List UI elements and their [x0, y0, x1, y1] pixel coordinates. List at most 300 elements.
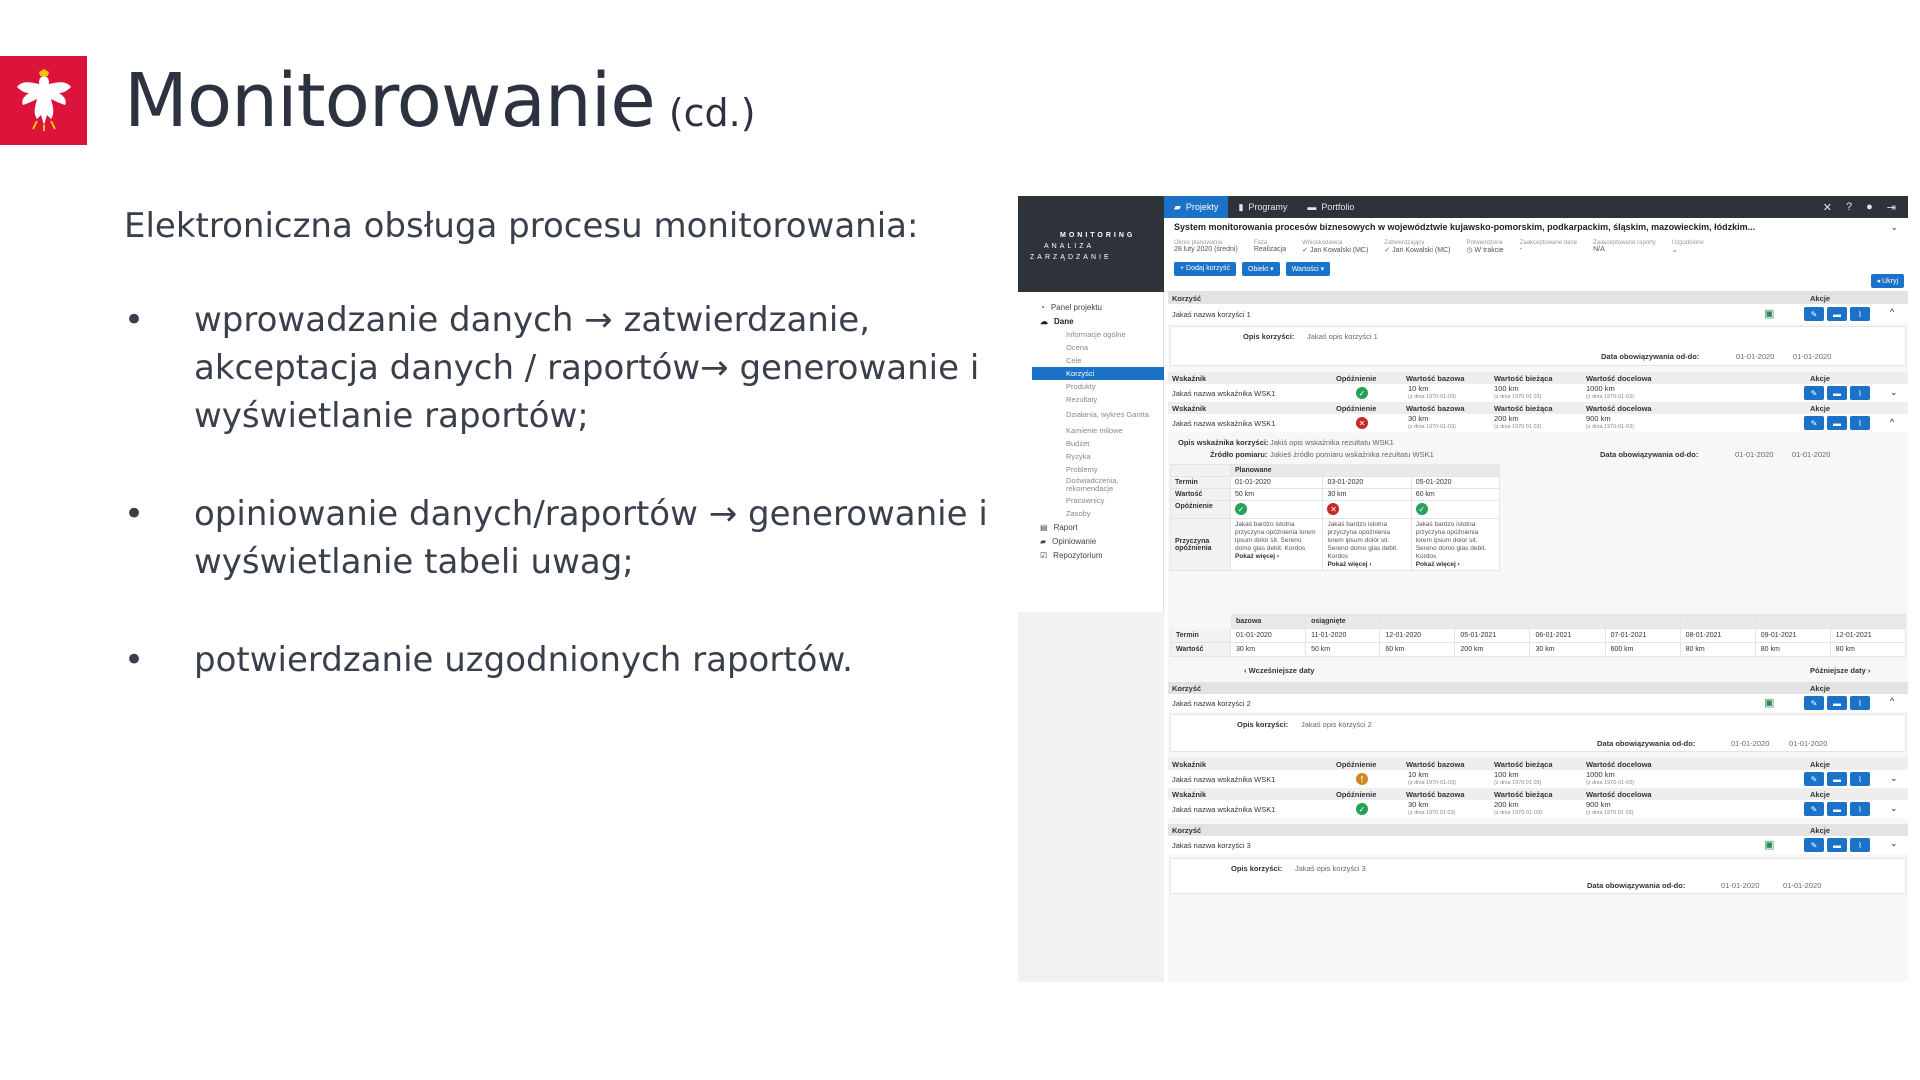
row-label-value: Wartość [1171, 489, 1231, 501]
indicator-target [1586, 771, 1634, 787]
chevron-down-icon[interactable]: ⌄ [1671, 247, 1678, 254]
bullet-item [124, 296, 994, 440]
column-header-current: Wartość bieżąca [1494, 373, 1553, 383]
status-ok-icon: ✓ [1235, 503, 1247, 515]
table-cell: 12-01-2021 [1830, 629, 1905, 643]
value-date: (z dnia 1970 01 03) [1494, 394, 1542, 400]
meta-value [1384, 246, 1450, 254]
column-header-opoznienie: Opóźnienie [1336, 759, 1377, 769]
header-buttons [1174, 262, 1900, 276]
status-error-icon: ✕ [1327, 503, 1339, 515]
sidebar-sub-item[interactable]: Kamienie milowe [1066, 425, 1123, 435]
benefit-actions [1804, 696, 1870, 710]
benefit-row[interactable] [1168, 836, 1908, 854]
table-cell: 30 km [1231, 643, 1306, 657]
indicator-target [1586, 415, 1634, 431]
sidebar-sub-item[interactable]: Ryzyka [1066, 451, 1091, 461]
chart-button[interactable]: ⌇ [1850, 772, 1870, 786]
project-header [1164, 218, 1908, 292]
slide-title-main: Monitorowanie [124, 58, 655, 144]
table-cell: 50 km [1306, 643, 1380, 657]
meta-value: N/A [1593, 246, 1605, 253]
chevron-up-icon[interactable]: ^ [1890, 696, 1895, 706]
row-label-term: Termin [1171, 477, 1231, 489]
document-icon: ▮ [1238, 201, 1244, 212]
folder-icon: ▰ [1040, 536, 1047, 546]
meta-value: - [1519, 246, 1523, 253]
sidebar-sub-item[interactable]: Doświadczenia, rekomendacje [1066, 476, 1119, 493]
bullet-item [124, 636, 994, 684]
column-header-target: Wartość docelowa [1586, 373, 1652, 383]
validity-from: 01-01-2020 [1736, 352, 1775, 361]
indicator-name: Jakaś nazwa wskaźnika WSK1 [1172, 804, 1276, 814]
table-corner [1171, 465, 1231, 477]
value-text: 1000 km [1586, 770, 1615, 779]
validity-label: Data obowiązywania od-do: [1597, 739, 1696, 748]
benefit-name: Jakaś nazwa korzyści 3 [1172, 840, 1251, 850]
sidebar-sub-item[interactable]: Ocena [1066, 342, 1089, 352]
table-cell: 30 km [1323, 489, 1411, 501]
check-icon: ✓ [1384, 247, 1393, 254]
folder-icon: ▰ [1174, 201, 1181, 212]
value-date: (z dnia 1970 01 03) [1586, 810, 1634, 816]
table-cell [1411, 465, 1499, 477]
logout-icon[interactable]: ⇥ [1886, 201, 1896, 214]
indicator-current [1494, 801, 1542, 817]
description-value: Jakaś opis korzyści 2 [1301, 720, 1372, 729]
tab-programy[interactable] [1228, 196, 1297, 218]
table-cell: 80 km [1680, 643, 1755, 657]
chevron-down-icon[interactable]: ⌄ [1890, 773, 1898, 783]
table-cell: 12-01-2020 [1380, 629, 1455, 643]
bullet-item [124, 490, 994, 586]
sidebar-sub-item[interactable]: Informacje ogólne [1066, 329, 1126, 339]
value-date: (z dnia 1970-01-03) [1586, 780, 1635, 786]
benefit-header [1168, 292, 1908, 304]
sidebar-sub-item[interactable]: Budżet [1066, 438, 1090, 448]
meta-key: Wnioskodawca [1302, 240, 1343, 246]
indicator-name: Jakaś nazwa wskaźnika WSK1 [1172, 774, 1276, 784]
validity-label: Data obowiązywania od-do: [1600, 450, 1699, 459]
description-label: Opis korzyści: [1237, 720, 1289, 729]
validity-from: 01-01-2020 [1735, 450, 1774, 459]
meta-key: Potwierdzone [1466, 240, 1503, 246]
value-date: (z dnia 1970-01-03) [1586, 424, 1635, 430]
logo-line: ANALIZA [1044, 243, 1095, 250]
benefit-header [1168, 682, 1908, 694]
table-cell [1231, 501, 1323, 519]
cloud-icon: ☁ [1040, 316, 1048, 326]
value-date: (z dnia 1970-01-03) [1408, 394, 1457, 400]
column-header-planned: Planowane [1231, 465, 1323, 477]
sidebar-sub-item[interactable]: Cele [1066, 355, 1082, 365]
edit-button[interactable]: ✎ [1804, 838, 1824, 852]
sidebar-item-label: Repozytorium [1053, 550, 1103, 560]
object-dropdown-button[interactable]: Obiekt ▾ [1242, 262, 1280, 276]
column-header-target: Wartość docelowa [1586, 759, 1652, 769]
meta-item [1593, 240, 1656, 254]
value-date: (z dnia 1970 01 03) [1494, 780, 1542, 786]
table-cell [1605, 615, 1680, 629]
comment-button[interactable]: ▬ [1827, 772, 1847, 786]
sidebar [1018, 292, 1164, 612]
dashboard-icon: ◔ [1040, 302, 1045, 312]
table-cell: 600 km [1605, 643, 1680, 657]
chevron-down-icon[interactable]: ⌄ [1890, 803, 1898, 813]
sidebar-sub-item-active[interactable]: Korzyści [1032, 367, 1164, 380]
earlier-dates-link[interactable]: ‹ Wcześniejsze daty [1244, 666, 1315, 675]
table-cell [1455, 615, 1530, 629]
table-cell [1323, 519, 1411, 571]
edit-button[interactable]: ✎ [1804, 696, 1824, 710]
comment-button[interactable]: ▬ [1827, 416, 1847, 430]
indicator-header [1168, 372, 1908, 384]
column-header-opoznienie: Opóźnienie [1336, 403, 1377, 413]
sidebar-sub-item[interactable]: Problemy [1066, 464, 1098, 474]
table-cell: 08-01-2021 [1680, 629, 1755, 643]
value-text: 1000 km [1586, 384, 1615, 393]
table-cell: 01-01-2020 [1231, 477, 1323, 489]
tab-portfolio[interactable] [1297, 196, 1364, 218]
delay-reason: Jakaś bardzo istotna przyczyna opóźnienia lorem ipsum dolor sit. Sereno domo glas debit. Kordos [1327, 521, 1398, 560]
top-nav [1164, 196, 1908, 218]
value-date: (z dnia 1970-01-03) [1408, 780, 1457, 786]
meta-key: Faza [1253, 240, 1268, 246]
value-text: 900 km [1586, 800, 1611, 809]
project-meta [1174, 240, 1900, 254]
sidebar-sub-item[interactable]: Pracownicy [1066, 495, 1105, 505]
delay-reason: Jakaś bardzo istotna przyczyna opóźnienia lorem ipsum dolor sit. Sereno domo glas debit. Kordos [1235, 521, 1316, 552]
table-cell: 80 km [1830, 643, 1905, 657]
chart-button[interactable]: ⌇ [1850, 307, 1870, 321]
value-date: (z dnia 1970 01 03) [1494, 424, 1542, 430]
edit-button[interactable]: ✎ [1804, 802, 1824, 816]
value-text: 100 km [1494, 384, 1519, 393]
comment-button[interactable]: ▬ [1827, 838, 1847, 852]
meta-item [1254, 240, 1286, 254]
benefit-actions [1804, 838, 1870, 852]
row-label-term: Termin [1171, 629, 1231, 643]
chart-button[interactable]: ⌇ [1850, 838, 1870, 852]
meta-item [1672, 240, 1704, 254]
check-icon: ✓ [1302, 247, 1310, 254]
briefcase-icon: ▬ [1307, 202, 1317, 212]
sidebar-item-repozytorium[interactable] [1032, 548, 1164, 562]
chart-button[interactable]: ⌇ [1850, 416, 1870, 430]
slide-title-suffix: (cd.) [668, 91, 756, 135]
column-header-akcje: Akcje [1810, 825, 1831, 835]
help-icon[interactable]: ? [1846, 200, 1853, 213]
table-cell [1411, 501, 1499, 519]
value-text: 30 km [1408, 414, 1429, 423]
eagle-icon [15, 69, 73, 133]
sidebar-item-label: Panel projektu [1050, 302, 1102, 312]
column-header-akcje: Akcje [1810, 293, 1831, 303]
column-header-wskaznik: Wskaźnik [1172, 789, 1207, 799]
table-cell: 06-01-2021 [1530, 629, 1605, 643]
comment-button[interactable]: ▬ [1827, 802, 1847, 816]
column-header-korzysc: Korzyść [1172, 293, 1202, 303]
value-date: (z dnia 1970-01-03) [1408, 424, 1457, 430]
indicator-description-value: Jakiś opis wskaźnika rezultatu WSK1 [1270, 438, 1394, 447]
column-header-current: Wartość bieżąca [1494, 403, 1553, 413]
bullet-line: wyświetlanie raportów; [194, 396, 589, 436]
table-cell [1323, 465, 1411, 477]
slide-lead: Elektroniczna obsługa procesu monitorowania: [124, 206, 919, 246]
column-header-wskaznik: Wskaźnik [1172, 759, 1207, 769]
indicator-actions [1804, 386, 1870, 400]
indicator-current [1494, 771, 1541, 787]
indicator-actions [1804, 772, 1870, 786]
clock-icon: ◷ [1466, 247, 1475, 254]
sidebar-item-label: Opiniowanie [1052, 536, 1097, 546]
benefit-name: Jakaś nazwa korzyści 1 [1172, 309, 1251, 319]
value-date: (z dnia 1970 01 03) [1408, 810, 1456, 816]
description-label: Opis korzyści: [1231, 864, 1283, 873]
app-screenshot [1018, 196, 1908, 982]
meta-key: Zaakceptowane dane [1519, 240, 1578, 246]
meta-value-text: Jan Kowalski (MC) [1392, 247, 1451, 254]
table-cell: 60 km [1380, 643, 1455, 657]
tab-label: Portfolio [1321, 202, 1355, 212]
meta-value: Realizacja [1253, 246, 1287, 253]
column-header-wskaznik: Wskaźnik [1172, 403, 1207, 413]
chevron-up-icon[interactable]: ^ [1890, 417, 1895, 427]
sidebar-sub-item[interactable]: Produkty [1066, 381, 1096, 391]
column-header-opoznienie: Opóźnienie [1336, 373, 1377, 383]
validity-to: 01-01-2020 [1783, 881, 1822, 890]
table-cell: 03-01-2020 [1323, 477, 1411, 489]
calendar-icon[interactable]: ▣ [1764, 839, 1775, 851]
indicator-current [1494, 385, 1541, 401]
indicator-name: Jakaś nazwa wskaźnika WSK1 [1172, 388, 1276, 398]
logo-line: MONITORING [1060, 232, 1136, 239]
value-date: (z dnia 1970-01-03) [1494, 810, 1543, 816]
indicator-header [1168, 788, 1908, 800]
chart-button[interactable]: ⌇ [1850, 386, 1870, 400]
comment-button[interactable]: ▬ [1827, 386, 1847, 400]
top-tools [1823, 201, 1908, 214]
column-header-base: Wartość bazowa [1406, 759, 1465, 769]
bullet-line: • wprowadzanie danych → zatwierdzanie, [194, 300, 871, 340]
description-label: Opis korzyści: [1243, 332, 1295, 341]
indicator-base [1408, 385, 1456, 401]
value-text: 30 km [1408, 800, 1429, 809]
chart-button[interactable]: ⌇ [1850, 696, 1870, 710]
edit-button[interactable]: ✎ [1804, 386, 1824, 400]
comment-button[interactable]: ▬ [1827, 307, 1847, 321]
planned-values-table [1170, 464, 1500, 571]
table-cell: 01-01-2020 [1231, 629, 1306, 643]
validity-label: Data obowiązywania od-do: [1587, 881, 1686, 890]
status-ok-icon: ✓ [1356, 803, 1368, 815]
validity-to: 01-01-2020 [1789, 739, 1828, 748]
calendar-icon[interactable]: ▣ [1764, 308, 1775, 320]
chevron-down-icon[interactable]: ⌄ [1890, 222, 1898, 232]
sidebar-item-label: Raport [1053, 522, 1078, 532]
status-warning-icon: ! [1356, 773, 1368, 785]
project-title: System monitorowania procesów biznesowych w województwie kujawsko-pomorskim, podkarpackim, śląskim, mazowieckim, łódzkim... [1174, 222, 1756, 232]
sidebar-menu [1032, 300, 1164, 562]
table-cell [1231, 519, 1323, 571]
column-header-base: Wartość bazowa [1406, 789, 1465, 799]
column-header-current: Wartość bieżąca [1494, 759, 1553, 769]
edit-button[interactable]: ✎ [1804, 307, 1824, 321]
sidebar-item-opiniowanie[interactable] [1032, 534, 1164, 548]
column-header-akcje: Akcje [1810, 373, 1831, 383]
polish-eagle-emblem [0, 56, 87, 145]
meta-value [1466, 246, 1503, 254]
tab-label: Programy [1248, 202, 1288, 212]
benefit-description-box [1170, 858, 1906, 894]
column-header-achieved: osiągnięte [1306, 615, 1380, 629]
edit-button[interactable]: ✎ [1804, 416, 1824, 430]
sidebar-sub-item[interactable]: Zasoby [1066, 508, 1091, 518]
column-header-akcje: Akcje [1810, 789, 1831, 799]
status-ok-icon: ✓ [1416, 503, 1428, 515]
chevron-down-icon[interactable]: ⌄ [1890, 838, 1898, 848]
show-more-link[interactable]: Pokaż więcej › [1235, 553, 1280, 560]
tools-icon[interactable]: ✕ [1822, 201, 1832, 214]
value-text: 10 km [1408, 384, 1429, 393]
table-cell [1830, 615, 1905, 629]
table-cell [1323, 501, 1411, 519]
column-header-base: bazowa [1231, 615, 1306, 629]
indicator-details [1170, 434, 1906, 600]
calendar-icon[interactable]: ▣ [1764, 697, 1775, 709]
indicator-description-label: Opis wskaźnika korzyści: [1178, 438, 1269, 447]
validity-from: 01-01-2020 [1731, 739, 1770, 748]
column-header-target: Wartość docelowa [1586, 789, 1652, 799]
logo-line: ZARZĄDZANIE [1030, 254, 1112, 261]
show-more-link[interactable]: Pokaż więcej › [1415, 561, 1460, 568]
validity-to: 01-01-2020 [1793, 352, 1832, 361]
indicator-name: Jakaś nazwa wskaźnika WSK1 [1172, 418, 1276, 428]
benefit-name: Jakaś nazwa korzyści 2 [1172, 698, 1251, 708]
value-text: 200 km [1494, 800, 1519, 809]
add-benefit-button[interactable]: + Dodaj korzyść [1174, 262, 1236, 276]
indicator-actions [1804, 416, 1870, 430]
table-cell [1380, 615, 1455, 629]
sidebar-item-dane[interactable] [1032, 314, 1164, 328]
column-header-base: Wartość bazowa [1406, 373, 1465, 383]
benefit-description-box [1170, 714, 1906, 752]
status-ok-icon: ✓ [1356, 387, 1368, 399]
later-dates-link[interactable]: Późniejsze daty › [1810, 666, 1871, 675]
benefit-actions [1804, 307, 1870, 321]
bullet-list [124, 296, 994, 734]
source-value: Jakieś źródło pomiaru wskaźnika rezultatu WSK1 [1270, 450, 1434, 459]
validity-from: 01-01-2020 [1721, 881, 1760, 890]
table-cell: 80 km [1755, 643, 1830, 657]
table-cell: 60 km [1411, 489, 1499, 501]
bullet-line: akceptacja danych / raportów→ generowanie i [194, 348, 980, 388]
sidebar-item-label: Dane [1054, 316, 1074, 326]
main-content [1168, 292, 1908, 982]
table-cell: 50 km [1231, 489, 1323, 501]
value-text: 100 km [1494, 770, 1519, 779]
benefit-row[interactable] [1168, 694, 1908, 712]
values-dropdown-button[interactable]: Wartości ▾ [1286, 262, 1330, 276]
meta-key: Zaakceptowane raporty [1593, 240, 1656, 246]
table-cell [1755, 615, 1830, 629]
table-cell: 05-01-2021 [1455, 629, 1530, 643]
column-header-korzysc: Korzyść [1172, 825, 1202, 835]
meta-key: Zatwierdzający [1384, 240, 1425, 246]
comment-button[interactable]: ▬ [1827, 696, 1847, 710]
table-cell: 30 km [1530, 643, 1605, 657]
row-label-value: Wartość [1171, 643, 1231, 657]
sidebar-sub-item[interactable]: Działania, wykres Gantta [1066, 410, 1149, 419]
value-text: 10 km [1408, 770, 1429, 779]
table-cell: 200 km [1455, 643, 1530, 657]
indicator-base [1408, 801, 1455, 817]
benefit-row[interactable] [1168, 304, 1908, 324]
table-cell: 05-01-2020 [1411, 477, 1499, 489]
chevron-up-icon[interactable]: ^ [1890, 307, 1895, 317]
indicator-base [1408, 415, 1456, 431]
table-cell [1530, 615, 1605, 629]
tab-projekty[interactable] [1164, 196, 1228, 218]
indicator-header [1168, 758, 1908, 770]
column-header-current: Wartość bieżąca [1494, 789, 1553, 799]
indicator-target [1586, 801, 1633, 817]
tab-label: Projekty [1185, 202, 1219, 212]
table-cell [1680, 615, 1755, 629]
meta-item [1384, 240, 1450, 254]
status-error-icon: ✕ [1356, 417, 1368, 429]
indicator-actions [1804, 802, 1870, 816]
validity-to: 01-01-2020 [1792, 450, 1831, 459]
value-text: 200 km [1494, 414, 1519, 423]
sidebar-sub-item[interactable]: Rezultaty [1066, 394, 1098, 404]
meta-item [1466, 240, 1503, 254]
table-cell [1411, 519, 1499, 571]
column-header-opoznienie: Opóźnienie [1336, 789, 1377, 799]
column-header-base: Wartość bazowa [1406, 403, 1465, 413]
indicator-target [1586, 385, 1634, 401]
history-table [1170, 614, 1906, 657]
chevron-down-icon[interactable]: ⌄ [1890, 387, 1898, 397]
hide-button[interactable]: ◂ Ukryj [1871, 274, 1904, 288]
meta-value: 28 luty 2020 (średni) [1174, 246, 1238, 253]
bullet-line: • potwierdzanie uzgodnionych raportów. [194, 640, 853, 680]
chart-button[interactable]: ⌇ [1850, 802, 1870, 816]
table-corner [1171, 615, 1231, 629]
user-icon[interactable]: ● [1866, 200, 1873, 213]
benefit-header [1168, 824, 1908, 836]
meta-value-text: W trakcie [1474, 247, 1504, 254]
indicator-base [1408, 771, 1456, 787]
meta-item [1174, 240, 1238, 254]
bullet-line: wyświetlanie tabeli uwag; [194, 542, 634, 582]
meta-item [1302, 240, 1368, 254]
meta-value [1302, 246, 1368, 254]
description-value: Jakaś opis korzyści 3 [1295, 864, 1366, 873]
table-cell: 07-01-2021 [1605, 629, 1680, 643]
sidebar-item-panel[interactable] [1032, 300, 1164, 314]
edit-button[interactable]: ✎ [1804, 772, 1824, 786]
validity-label: Data obowiązywania od-do: [1601, 352, 1700, 361]
sidebar-item-raport[interactable] [1032, 520, 1164, 534]
show-more-link[interactable]: Pokaż więcej › [1327, 561, 1372, 568]
meta-item [1520, 240, 1577, 254]
indicator-header [1168, 402, 1908, 414]
meta-key: Okres planowania [1174, 240, 1223, 246]
meta-value-text: Jan Kowalski (MC) [1309, 247, 1369, 254]
slide-title [124, 58, 756, 144]
column-header-akcje: Akcje [1810, 403, 1831, 413]
